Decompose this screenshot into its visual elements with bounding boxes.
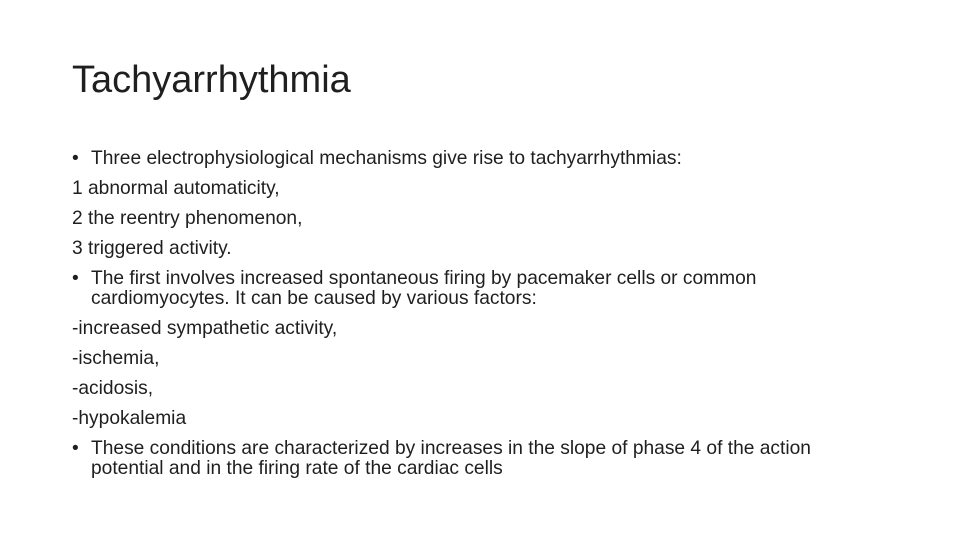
factor-item-3: -acidosis, (72, 378, 154, 399)
bullet-icon: • (72, 268, 79, 289)
bullet-item (72, 144, 892, 174)
numbered-item-3: 3 triggered activity. (72, 238, 232, 259)
bullet-text: Three electrophysiological mechanisms give rise to tachyarrhythmias: (91, 148, 682, 169)
numbered-item-1: 1 abnormal automaticity, (72, 178, 280, 199)
bullet-item (72, 264, 861, 314)
bullet-icon: • (72, 438, 79, 459)
factor-item-2: -ischemia, (72, 348, 160, 369)
factor-item-1: -increased sympathetic activity, (72, 318, 338, 339)
bullet-text: These conditions are characterized by increases in the slope of phase 4 of the action potential and in the firing rate of the cardiac cells (91, 438, 811, 479)
bullet-text: The first involves increased spontaneous firing by pacemaker cells or common cardiomyocytes. It can be caused by various factors: (91, 268, 757, 309)
factor-item-4: -hypokalemia (72, 408, 187, 429)
numbered-item-2: 2 the reentry phenomenon, (72, 208, 303, 229)
bullet-icon: • (72, 148, 79, 169)
bullet-item (72, 434, 851, 484)
slide-body (72, 144, 892, 484)
slide-title: Tachyarrhythmia (72, 59, 351, 101)
